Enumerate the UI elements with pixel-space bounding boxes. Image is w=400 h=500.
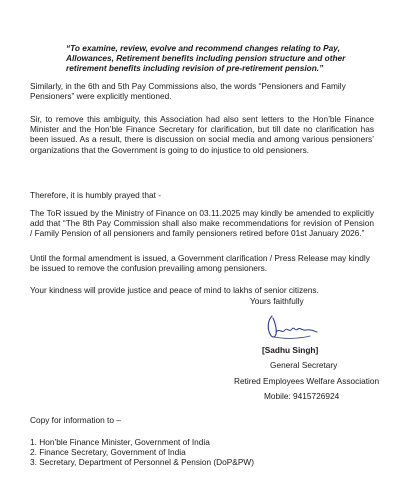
copy-to-heading: Copy for information to – [30,415,121,425]
copy-to-item: 1. Hon’ble Finance Minister, Government of India [30,437,210,447]
signatory-name: [Sadhu Singh] [262,345,319,355]
closing-salutation: Yours faithfully [250,296,304,306]
paragraph-pay-commissions: Similarly, in the 6th and 5th Pay Commissions also, the words “Pensioners and Family Pensioners” were explicitly mentioned. [30,81,346,102]
paragraph-clarification: Until the formal amendment is issued, a Government clarification / Press Release may kindly be issued to remove the confusion prevailing among pensioners. [30,253,370,274]
paragraph-prayer-intro: Therefore, it is humbly prayed that - [30,190,161,200]
paragraph-ambiguity: Sir, to remove this ambiguity, this Association had also sent letters to the Hon’ble Finance Minister and the Hon’ble Finance Secretary for clarification, but till date no clarification has been issued. As a result, there is discussion on social media and among various pensioners’ organizations that the Government is going to do injustice to old pensioners. [30,114,374,155]
signatory-organization: Retired Employees Welfare Association [234,375,380,386]
paragraph-tor-amendment: The ToR issued by the Ministry of Finance on 03.11.2025 may kindly be amended to explicitly add that “The 8th Pay Commission shall also make recommendations for revision of Pension / Family Pension of all pensioners and family pensioners retired before 01st January 2026.” [30,208,374,239]
signatory-mobile: Mobile: 9415726924 [264,391,340,402]
paragraph-kindness: Your kindness will provide justice and peace of mind to lakhs of senior citizens. [30,285,319,295]
quoted-terms-of-reference: “To examine, review, evolve and recommend changes relating to Pay, Allowances, Retirement benefits including pension structure and other retirement benefits including revision of pre-retirement pension.” [66,43,346,74]
copy-to-item: 3. Secretary, Department of Personnel & Pension (DoP&PW) [30,457,254,468]
copy-to-list [30,437,330,468]
copy-to-item: 2. Finance Secretary, Government of India [30,447,186,458]
signatory-block [234,345,382,407]
handwritten-signature [262,310,322,344]
signatory-designation: General Secretary [270,360,338,371]
